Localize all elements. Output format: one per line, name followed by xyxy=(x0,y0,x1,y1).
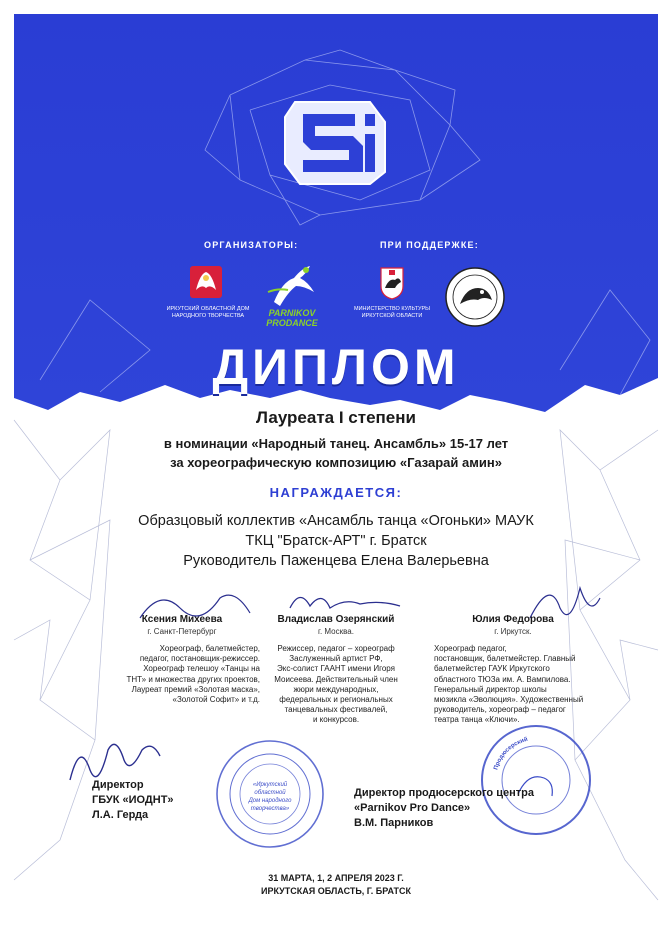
jury-bio-1-line: Хореограф, балетмейстер, xyxy=(159,644,260,653)
folk-house-icon xyxy=(188,264,224,302)
director-right xyxy=(354,786,594,831)
dancer-figure-icon xyxy=(262,262,322,310)
recipient-line3: Руководитель Паженцева Елена Валерьевна xyxy=(183,553,489,569)
jury-bio-2-line: жюри международных, xyxy=(293,684,379,694)
jury-bio-3-line: театра танца «Ключи». xyxy=(434,715,520,725)
jury-bio-3-line: руководитель, хореограф – педагог xyxy=(434,705,566,715)
director-left-org: ГБУК «ИОДНТ» xyxy=(92,794,174,806)
jury-name-2: Владислав Озерянский xyxy=(277,614,395,625)
jury-city-3: г. Иркутск. xyxy=(494,627,532,636)
left-stamp-inner-4: творчества» xyxy=(250,806,290,812)
event-place: ИРКУТСКАЯ ОБЛАСТЬ, Г. БРАТСК xyxy=(260,886,412,896)
signature-ozeryansky xyxy=(290,597,400,608)
jury-bio-1-line: педагог, постановщик-режиссер. xyxy=(139,654,260,664)
jury-bio-2-line: танцевальных фестивалей, xyxy=(284,705,388,715)
jury-bio-1-line: Лауреат премий «Золотая маска», xyxy=(131,684,260,694)
director-left-name: Л.А. Герда xyxy=(92,809,149,821)
support-label: ПРИ ПОДДЕРЖКЕ: xyxy=(380,240,479,250)
jury-bio-3-line: постановщик, балетмейстер. Главный xyxy=(434,654,576,664)
jury-bio-2 xyxy=(256,644,416,726)
jury-city-2: г. Москва. xyxy=(318,627,354,636)
jury-bio-1-line: ТНТ» и множества других проектов, xyxy=(126,674,260,684)
jury-city-1: г. Санкт-Петербург xyxy=(147,627,217,636)
jury-bio-3-line: областного ТЮЗа им. А. Вампилова. xyxy=(434,674,571,684)
si-emblem-icon xyxy=(275,92,395,192)
jury-column-3 xyxy=(428,614,598,726)
coat-of-arms-icon xyxy=(379,266,405,300)
jury-bio-1-line: Хореограф телешоу «Танцы на xyxy=(143,664,260,674)
jury-column-1 xyxy=(92,614,272,705)
jury-bio-2-line: Заслуженный артист РФ, xyxy=(289,654,383,664)
jury-bio-3-line: Хореограф педагог, xyxy=(434,644,507,653)
jury-bio-2-line: Моисеева. Действительный член xyxy=(274,674,398,684)
jury-bio-3-line: Генеральный директор школы xyxy=(434,684,547,694)
nomination-line: в номинации «Народный танец. Ансамбль» 15-17 лет xyxy=(163,436,509,451)
jury-bio-3 xyxy=(428,644,598,726)
jury-bio-1-line: «Золотой Софит» и т.д. xyxy=(172,695,260,705)
director-left-title: Директор xyxy=(92,779,144,791)
award-degree: Лауреата I степени xyxy=(256,408,416,427)
jury-bio-2-line: Режиссер, педагог – хореограф xyxy=(277,644,395,653)
left-stamp-inner-1: «Иркутский xyxy=(252,782,288,788)
supporter1-logo xyxy=(344,262,440,332)
awarded-label: НАГРАЖДАЕТСЯ: xyxy=(269,485,403,500)
organizers-label: ОРГАНИЗАТОРЫ: xyxy=(204,240,299,250)
organizer1-caption: ИРКУТСКИЙ ОБЛАСТНОЙ ДОМ НАРОДНОГО ТВОРЧЕСТВА xyxy=(166,306,250,319)
director-left xyxy=(92,778,232,823)
left-stamp-inner-2: областной xyxy=(254,790,286,796)
director-right-name: В.М. Парников xyxy=(354,817,434,829)
jury-bio-3-line: балетмейстер ГАУК Иркутского xyxy=(434,664,550,674)
recipient-line2: ТКЦ "Братск-АРТ" г. Братск xyxy=(245,533,427,549)
composition-line: за хореографическую композицию «Газарай амин» xyxy=(170,455,502,470)
right-stamp-arc: Продюсерский xyxy=(493,736,529,771)
tiger-seal-icon xyxy=(444,266,506,328)
event-dates: 31 МАРТА, 1, 2 АПРЕЛЯ 2023 Г. xyxy=(268,873,404,883)
director-right-org: «Parnikov Pro Dance» xyxy=(354,802,471,814)
recipient-line1: Образцовый коллектив «Ансамбль танца «Огоньки» МАУК xyxy=(138,513,534,529)
left-stamp-inner-3: Дом народного xyxy=(248,798,292,804)
jury-bio-3-line: мюзикла «Эволюция». Художественный xyxy=(434,695,584,705)
organizer1-logo xyxy=(166,262,250,332)
diploma-title: ДИПЛОМ xyxy=(212,339,460,395)
supporter1-caption: МИНИСТЕРСТВО КУЛЬТУРЫ ИРКУТСКОЙ ОБЛАСТИ xyxy=(354,306,430,319)
jury-bio-2-line: Экс-солист ГААНТ имени Игоря xyxy=(277,664,395,674)
jury-name-1: Ксения Михеева xyxy=(141,614,223,625)
jury-bio-2-line: и конкурсов. xyxy=(312,715,360,725)
organizer2-name: PARNIKOV PRODANCE xyxy=(266,308,318,328)
jury-bio-1 xyxy=(92,644,272,705)
director-right-title: Директор продюсерского центра xyxy=(354,787,534,799)
jury-column-2 xyxy=(256,614,416,726)
jury-bio-2-line: федеральных и региональных xyxy=(279,695,393,705)
jury-name-3: Юлия Федорова xyxy=(472,614,554,625)
organizer2-logo xyxy=(252,262,332,334)
